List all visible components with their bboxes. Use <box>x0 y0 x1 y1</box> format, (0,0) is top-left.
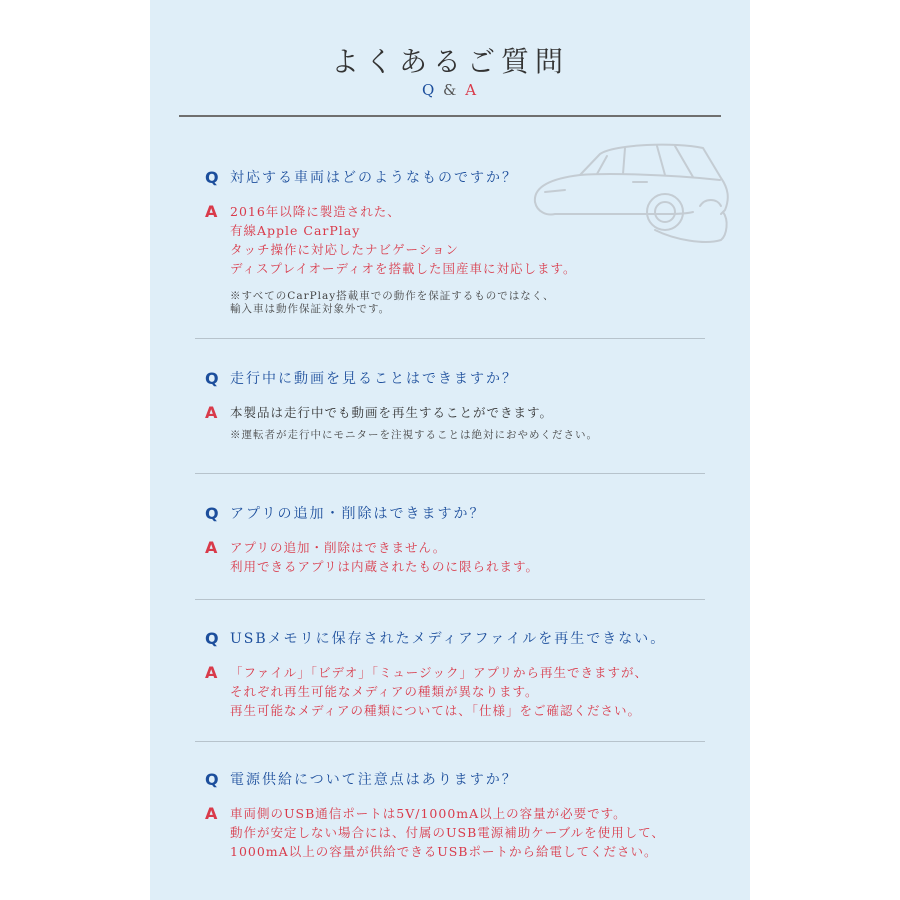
answer-line: タッチ操作に対応したナビゲーション <box>230 242 460 257</box>
answer-text <box>230 663 648 720</box>
answer-row <box>205 403 725 423</box>
header-rule <box>179 115 721 117</box>
answer-line: アプリの追加・削除はできません。 <box>230 540 447 555</box>
question-row <box>205 369 725 389</box>
question-mark: Q <box>205 168 219 187</box>
answer-line: 動作が安定しない場合には、付属のUSB電源補助ケーブルを使用して、 <box>230 825 665 840</box>
subtitle-ampersand: & <box>443 81 459 99</box>
section-divider <box>195 741 705 742</box>
question-mark: Q <box>205 770 219 789</box>
question-text: 対応する車両はどのようなものですか？ <box>230 170 518 186</box>
answer-line: 再生可能なメディアの種類については、「仕様」をご確認ください。 <box>230 703 642 718</box>
answer-mark: A <box>205 663 218 682</box>
answer-mark: A <box>205 804 218 823</box>
answer-row <box>205 663 725 720</box>
note-line: 輸入車は動作保証対象外です。 <box>230 303 391 315</box>
note-text <box>230 290 725 316</box>
answer-line: 2016年以降に製造された、 <box>230 204 401 219</box>
faq-panel <box>150 0 750 900</box>
question-row <box>205 168 725 188</box>
answer-line: 有線Apple CarPlay <box>230 223 361 238</box>
question-row <box>205 504 725 524</box>
note-line: ※すべてのCarPlay搭載車での動作を保証するものではなく、 <box>230 290 555 302</box>
question-text: 電源供給について注意点はありますか？ <box>230 772 518 788</box>
answer-row <box>205 202 725 278</box>
answer-line: 「ファイル」「ビデオ」「ミュージック」アプリから再生できますが、 <box>230 665 649 680</box>
answer-line: 利用できるアプリは内蔵されたものに限られます。 <box>230 559 540 574</box>
page-title: よくあるご質問 <box>330 45 569 78</box>
faq-item-3 <box>205 504 725 576</box>
answer-row <box>205 804 725 861</box>
subtitle-q: Q <box>421 81 437 99</box>
answer-mark: A <box>205 538 218 557</box>
question-mark: Q <box>205 369 219 388</box>
question-row <box>205 629 725 649</box>
faq-item-1 <box>205 168 725 316</box>
question-mark: Q <box>205 504 219 523</box>
subtitle-a: A <box>465 81 479 99</box>
answer-text <box>230 538 539 576</box>
answer-line: ディスプレイオーディオを搭載した国産車に対応します。 <box>230 261 577 276</box>
question-mark: Q <box>205 629 219 648</box>
section-divider <box>195 338 705 339</box>
note-text <box>230 429 725 442</box>
answer-row <box>205 538 725 576</box>
question-text: 走行中に動画を見ることはできますか？ <box>230 371 518 387</box>
faq-item-5 <box>205 770 725 861</box>
answer-text <box>230 403 553 422</box>
answer-text <box>230 804 665 861</box>
faq-item-2 <box>205 369 725 442</box>
question-text: アプリの追加・削除はできますか？ <box>230 506 486 522</box>
answer-text <box>230 202 577 278</box>
page-subtitle <box>150 81 750 99</box>
section-divider <box>195 473 705 474</box>
answer-mark: A <box>205 403 218 422</box>
question-row <box>205 770 725 790</box>
section-divider <box>195 599 705 600</box>
answer-line: それぞれ再生可能なメディアの種類が異なります。 <box>230 684 539 699</box>
faq-item-4 <box>205 629 725 720</box>
question-text: USBメモリに保存されたメディアファイルを再生できない。 <box>230 631 667 647</box>
answer-mark: A <box>205 202 218 221</box>
note-line: ※運転者が走行中にモニターを注視することは絶対におやめください。 <box>230 429 598 441</box>
answer-line: 本製品は走行中でも動画を再生することができます。 <box>230 405 554 420</box>
answer-line: 車両側のUSB通信ポートは5V/1000mA以上の容量が必要です。 <box>230 806 627 821</box>
answer-line: 1000mA以上の容量が供給できるUSBポートから給電してください。 <box>230 844 658 859</box>
